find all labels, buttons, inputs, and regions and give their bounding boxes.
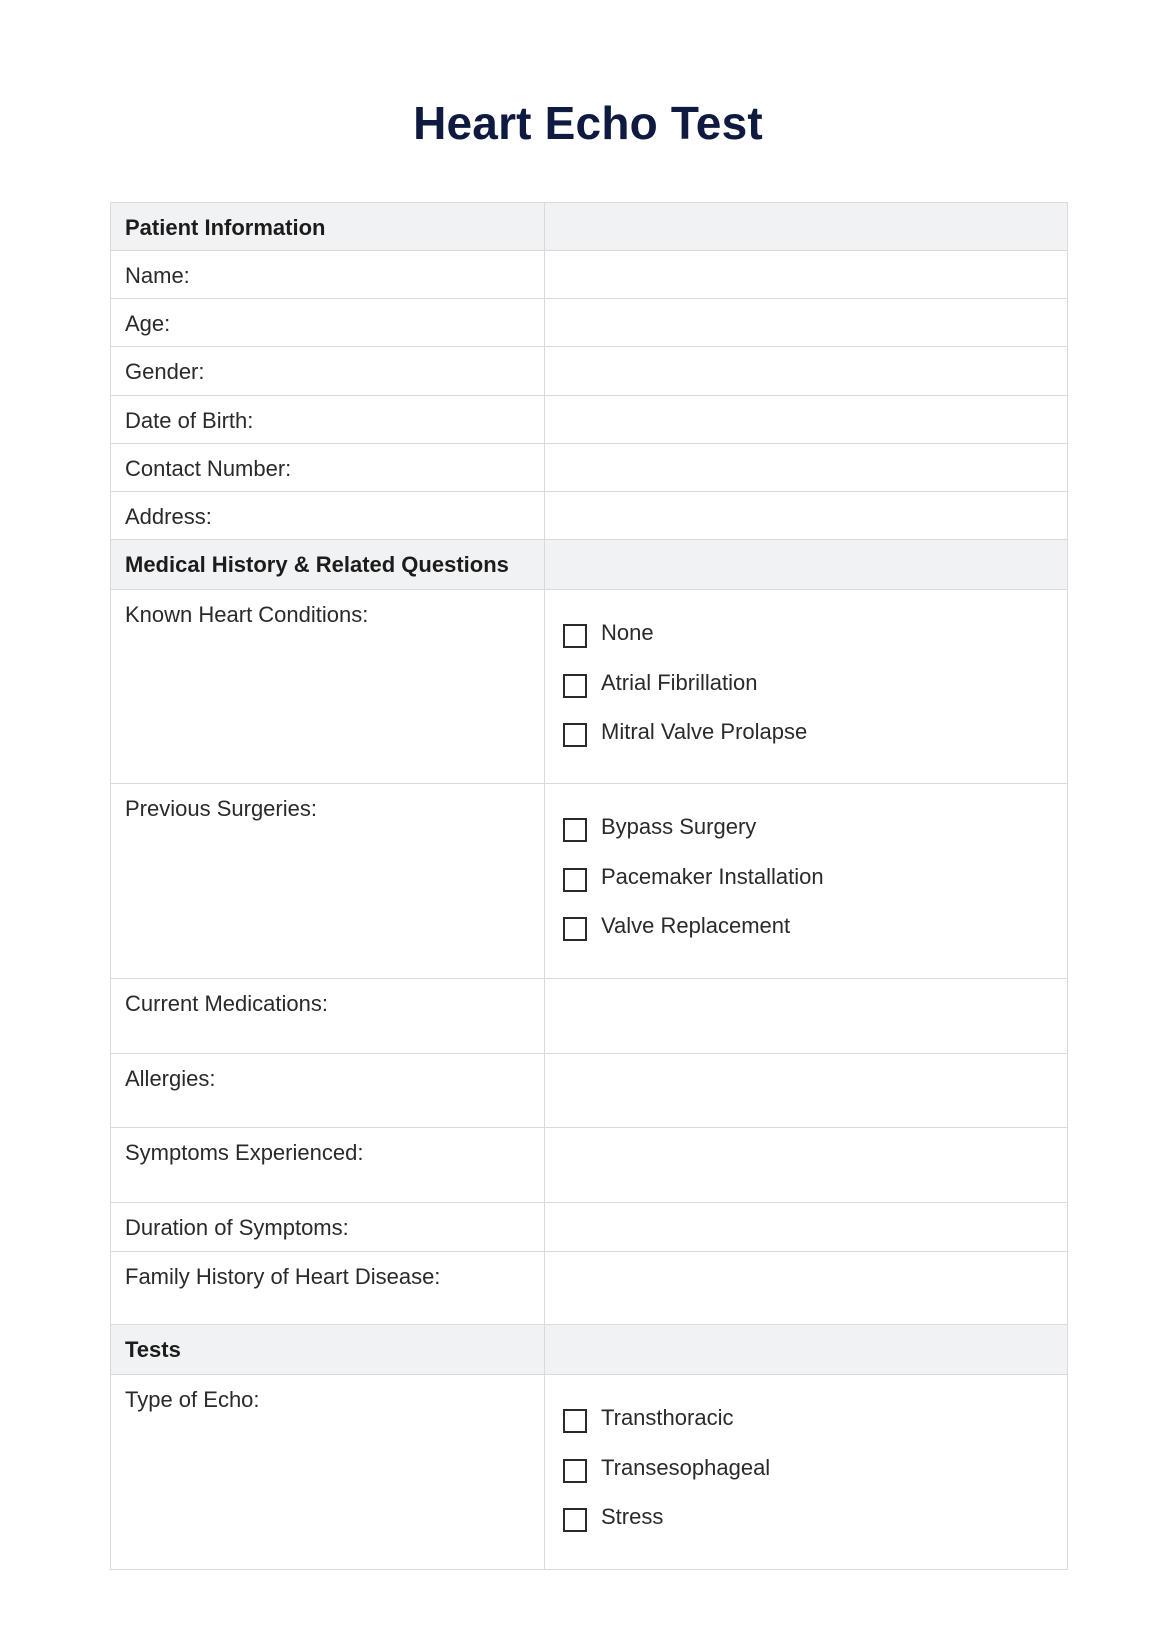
gender-field[interactable] [545,347,1068,396]
checkbox[interactable] [563,917,587,941]
age-label: Age: [125,311,171,336]
current-medications-field[interactable] [545,979,1068,1054]
duration-of-symptoms-label: Duration of Symptoms: [125,1215,349,1240]
option-transthoracic[interactable] [563,1405,1067,1431]
contact-number-label: Contact Number: [125,456,292,481]
row-family-history [111,1252,1068,1325]
row-known-heart-conditions [111,590,1068,784]
checkbox[interactable] [563,1459,587,1483]
type-of-echo-label: Type of Echo: [125,1387,260,1412]
row-name [111,251,1068,299]
checkbox[interactable] [563,1508,587,1532]
option-label: None [601,620,654,645]
row-age [111,299,1068,347]
section-title: Patient Information [125,215,326,240]
name-field[interactable] [545,251,1068,299]
row-contact-number [111,444,1068,492]
row-address [111,492,1068,540]
section-title: Medical History & Related Questions [125,552,509,577]
option-label: Bypass Surgery [601,814,757,839]
allergies-field[interactable] [545,1054,1068,1128]
row-symptoms-experienced [111,1128,1068,1203]
current-medications-label: Current Medications: [125,991,328,1016]
age-field[interactable] [545,299,1068,347]
gender-label: Gender: [125,359,205,384]
section-blank-cell [545,203,1068,251]
date-of-birth-label: Date of Birth: [125,408,254,433]
section-tests [111,1325,1068,1375]
option-label: Stress [601,1504,664,1529]
date-of-birth-field[interactable] [545,396,1068,444]
checkbox[interactable] [563,1409,587,1433]
page-title: Heart Echo Test [413,97,763,149]
known-heart-conditions-label: Known Heart Conditions: [125,602,369,627]
form-table [110,202,1068,1570]
duration-of-symptoms-field[interactable] [545,1203,1068,1252]
checkbox[interactable] [563,818,587,842]
name-label: Name: [125,263,190,288]
option-label: Transthoracic [601,1405,734,1430]
section-title: Tests [125,1337,181,1362]
option-pacemaker-installation[interactable] [563,864,1067,890]
option-stress[interactable] [563,1504,1067,1530]
checkbox[interactable] [563,624,587,648]
checkbox[interactable] [563,674,587,698]
row-gender [111,347,1068,396]
option-transesophageal[interactable] [563,1455,1067,1481]
previous-surgeries-label: Previous Surgeries: [125,796,317,821]
option-label: Valve Replacement [601,913,791,938]
option-label: Mitral Valve Prolapse [601,719,808,744]
address-label: Address: [125,504,212,529]
section-patient-information [111,203,1068,251]
section-blank-cell [545,540,1068,590]
type-of-echo-options [545,1375,1067,1530]
option-valve-replacement[interactable] [563,913,1067,939]
allergies-label: Allergies: [125,1066,216,1091]
symptoms-experienced-field[interactable] [545,1128,1068,1203]
checkbox[interactable] [563,723,587,747]
address-field[interactable] [545,492,1068,540]
row-current-medications [111,979,1068,1054]
family-history-field[interactable] [545,1252,1068,1325]
row-previous-surgeries [111,784,1068,979]
option-mitral-valve-prolapse[interactable] [563,719,1067,745]
symptoms-experienced-label: Symptoms Experienced: [125,1140,364,1165]
row-type-of-echo [111,1375,1068,1570]
option-label: Atrial Fibrillation [601,669,758,695]
option-label: Pacemaker Installation [601,863,824,889]
section-blank-cell [545,1325,1068,1375]
row-date-of-birth [111,396,1068,444]
section-medical-history [111,540,1068,590]
family-history-label: Family History of Heart Disease: [125,1264,441,1289]
option-atrial-fibrillation[interactable] [563,670,1067,696]
contact-number-field[interactable] [545,444,1068,492]
known-heart-conditions-options [545,590,1067,745]
option-bypass-surgery[interactable] [563,814,1067,840]
checkbox[interactable] [563,868,587,892]
previous-surgeries-options [545,784,1067,939]
row-allergies [111,1054,1068,1128]
row-duration-of-symptoms [111,1203,1068,1252]
option-none[interactable] [563,620,1067,646]
option-label: Transesophageal [601,1454,771,1480]
